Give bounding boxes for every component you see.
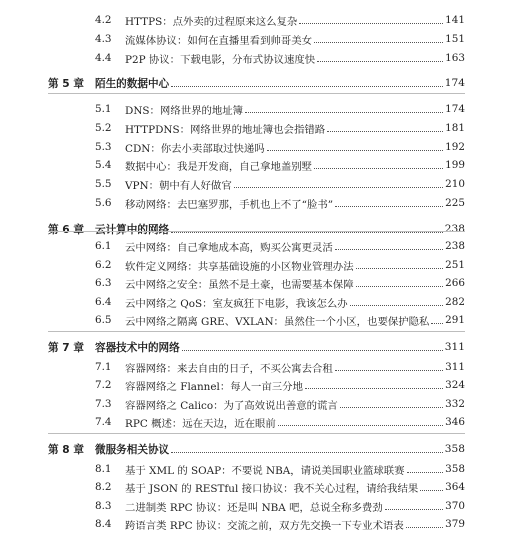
- section-title: 容器网络之 Calico：为了高效说出善意的谎言: [125, 399, 338, 412]
- section-title: 流媒体协议：如何在直播里看到帅哥美女: [125, 34, 313, 47]
- toc-section-row[interactable]: [95, 257, 465, 273]
- dot-leader: [407, 472, 444, 473]
- section-number: 7.2: [95, 379, 112, 391]
- section-title: 基于 JSON 的 RESTful 接口协议：我不关心过程，请给我结果: [125, 482, 419, 495]
- section-title: 容器网络之 Flannel：每人一亩三分地: [125, 380, 303, 393]
- section-title: P2P 协议：下载电影，分布式协议速度快: [125, 53, 316, 66]
- page-number: 370: [445, 500, 465, 512]
- dot-leader: [340, 407, 443, 408]
- page-number: 181: [445, 122, 465, 134]
- page-number: 174: [444, 77, 465, 89]
- section-number: 6.5: [95, 314, 112, 326]
- toc-section-row[interactable]: [95, 139, 465, 155]
- page-number: 192: [445, 141, 465, 153]
- toc-section-row[interactable]: [95, 31, 465, 47]
- toc-section-row[interactable]: [95, 377, 465, 393]
- page-number: 358: [445, 463, 465, 475]
- section-number: 7.4: [95, 416, 112, 428]
- toc-section-row[interactable]: [95, 176, 465, 192]
- section-number: 4.3: [95, 33, 112, 45]
- section-title: HTTPS：点外卖的过程原来这么复杂: [125, 15, 298, 28]
- dot-leader: [245, 112, 443, 113]
- toc-section-row[interactable]: [95, 461, 465, 477]
- section-title: 移动网络：去巴塞罗那，手机也上不了“脸书”: [125, 198, 334, 211]
- dot-leader: [356, 286, 444, 287]
- dot-leader: [350, 305, 444, 306]
- section-number: 5.4: [95, 159, 112, 171]
- toc-section-row[interactable]: [95, 12, 465, 28]
- toc-section-row[interactable]: [95, 101, 465, 117]
- section-number: 5.6: [95, 197, 112, 209]
- chapter-number: 第 5 章: [48, 77, 84, 90]
- chapter-title: 陌生的数据中心: [95, 77, 170, 90]
- section-number: 6.2: [95, 259, 112, 271]
- page-number: 266: [445, 277, 465, 289]
- page-number: 324: [445, 379, 465, 391]
- dot-leader: [385, 509, 444, 510]
- page-number: 332: [445, 398, 465, 410]
- section-number: 7.3: [95, 398, 112, 410]
- page-number: 346: [445, 416, 465, 428]
- section-number: 5.1: [95, 103, 112, 115]
- chapter-title: 云计算中的网络: [95, 223, 170, 236]
- toc-section-row[interactable]: [95, 50, 465, 66]
- page-number: 151: [445, 33, 465, 45]
- section-number: 4.4: [95, 52, 112, 64]
- chapter-divider: [48, 93, 465, 94]
- section-title: 基于 XML 的 SOAP：不要说 NBA，请说美国职业篮球联赛: [125, 464, 405, 477]
- dot-leader: [267, 150, 443, 151]
- dot-leader: [182, 350, 443, 351]
- section-title: 软件定义网络：共享基础设施的小区物业管理办法: [125, 260, 354, 273]
- page-number: 311: [444, 341, 465, 353]
- section-title: HTTPDNS：网络世界的地址簿也会指错路: [125, 123, 326, 136]
- toc-section-row[interactable]: [95, 359, 465, 375]
- page-number: 358: [444, 443, 465, 455]
- section-title: DNS：网络世界的地址簿: [125, 104, 244, 117]
- section-number: 6.1: [95, 240, 112, 252]
- chapter-number: 第 8 章: [48, 443, 84, 456]
- section-title: 云中网络：自己拿地成本高，购买公寓更灵活: [125, 241, 333, 254]
- section-number: 5.2: [95, 122, 112, 134]
- dot-leader: [335, 370, 443, 371]
- dot-leader: [431, 323, 443, 324]
- dot-leader: [171, 86, 443, 87]
- section-title: 二进制类 RPC 协议：还是叫 NBA 吧，总说全称多费劲: [125, 501, 383, 514]
- dot-leader: [234, 187, 443, 188]
- section-number: 8.2: [95, 481, 112, 493]
- chapter-title: 微服务相关协议: [95, 443, 170, 456]
- section-title: 跨语言类 RPC 协议：交流之前，双方先交换一下专业术语表: [125, 519, 404, 532]
- section-number: 8.4: [95, 518, 112, 530]
- toc-section-row[interactable]: [95, 294, 465, 310]
- section-title: 云中网络之安全：虽然不是土豪，也需要基本保障: [125, 278, 354, 291]
- page-number: 225: [445, 197, 465, 209]
- toc-section-row[interactable]: [95, 396, 465, 412]
- chapter-divider: [48, 231, 465, 232]
- page-number: 163: [445, 52, 465, 64]
- page-number: 210: [445, 178, 465, 190]
- toc-section-row[interactable]: [95, 312, 465, 328]
- section-number: 5.5: [95, 178, 112, 190]
- dot-leader: [420, 490, 443, 491]
- page-number: 238: [444, 223, 465, 235]
- toc-chapter-row[interactable]: [48, 75, 465, 91]
- section-number: 6.4: [95, 296, 112, 308]
- page-number: 379: [445, 518, 465, 530]
- section-title: CDN：你去小卖部取过快递吗: [125, 142, 265, 155]
- dot-leader: [317, 61, 443, 62]
- page-number: 251: [445, 259, 465, 271]
- toc-section-row[interactable]: [95, 157, 465, 173]
- toc-chapter-row[interactable]: [48, 339, 465, 355]
- section-number: 8.3: [95, 500, 112, 512]
- page-number: 141: [445, 14, 465, 26]
- dot-leader: [335, 206, 443, 207]
- section-title: 云中网络之 QoS：室友疯狂下电影，我该怎么办: [125, 297, 348, 310]
- section-number: 6.3: [95, 277, 112, 289]
- page-number: 174: [445, 103, 465, 115]
- toc-section-row[interactable]: [95, 195, 465, 211]
- dot-leader: [406, 527, 443, 528]
- section-title: VPN：朝中有人好做官: [125, 179, 232, 192]
- section-number: 5.3: [95, 141, 112, 153]
- section-number: 8.1: [95, 463, 112, 475]
- page-number: 199: [445, 159, 465, 171]
- section-title: 数据中心：我是开发商，自己拿地盖别墅: [125, 160, 313, 173]
- toc-section-row[interactable]: [95, 479, 465, 495]
- page-number: 238: [445, 240, 465, 252]
- section-title: 云中网络之隔离 GRE、VXLAN：虽然住一个小区，也要保护隐私: [125, 315, 430, 328]
- toc-section-row[interactable]: [95, 275, 465, 291]
- dot-leader: [335, 249, 443, 250]
- toc-section-row[interactable]: [95, 238, 465, 254]
- page-number: 311: [445, 361, 465, 373]
- page-number: 364: [445, 481, 465, 493]
- section-number: 4.2: [95, 14, 112, 26]
- toc-section-row[interactable]: [95, 498, 465, 514]
- page-number: 291: [445, 314, 465, 326]
- dot-leader: [356, 268, 444, 269]
- dot-leader: [305, 388, 443, 389]
- chapter-divider: [48, 433, 465, 434]
- dot-leader: [171, 452, 443, 453]
- chapter-number: 第 6 章: [48, 223, 84, 236]
- section-number: 7.1: [95, 361, 112, 373]
- page-number: 282: [445, 296, 465, 308]
- dot-leader: [314, 168, 443, 169]
- dot-leader: [314, 42, 443, 43]
- section-title: 容器网络：来去自由的日子，不买公寓去合租: [125, 362, 333, 375]
- section-title: RPC 概述：远在天边，近在眼前: [125, 417, 276, 430]
- toc-section-row[interactable]: [95, 120, 465, 136]
- toc-chapter-row[interactable]: [48, 441, 465, 457]
- toc-section-row[interactable]: [95, 516, 465, 532]
- chapter-divider: [48, 331, 465, 332]
- dot-leader: [299, 23, 443, 24]
- chapter-title: 容器技术中的网络: [95, 341, 180, 354]
- toc-chapter-row[interactable]: [48, 221, 465, 237]
- toc-section-row[interactable]: [95, 414, 465, 430]
- chapter-number: 第 7 章: [48, 341, 84, 354]
- dot-leader: [327, 131, 443, 132]
- dot-leader: [278, 425, 443, 426]
